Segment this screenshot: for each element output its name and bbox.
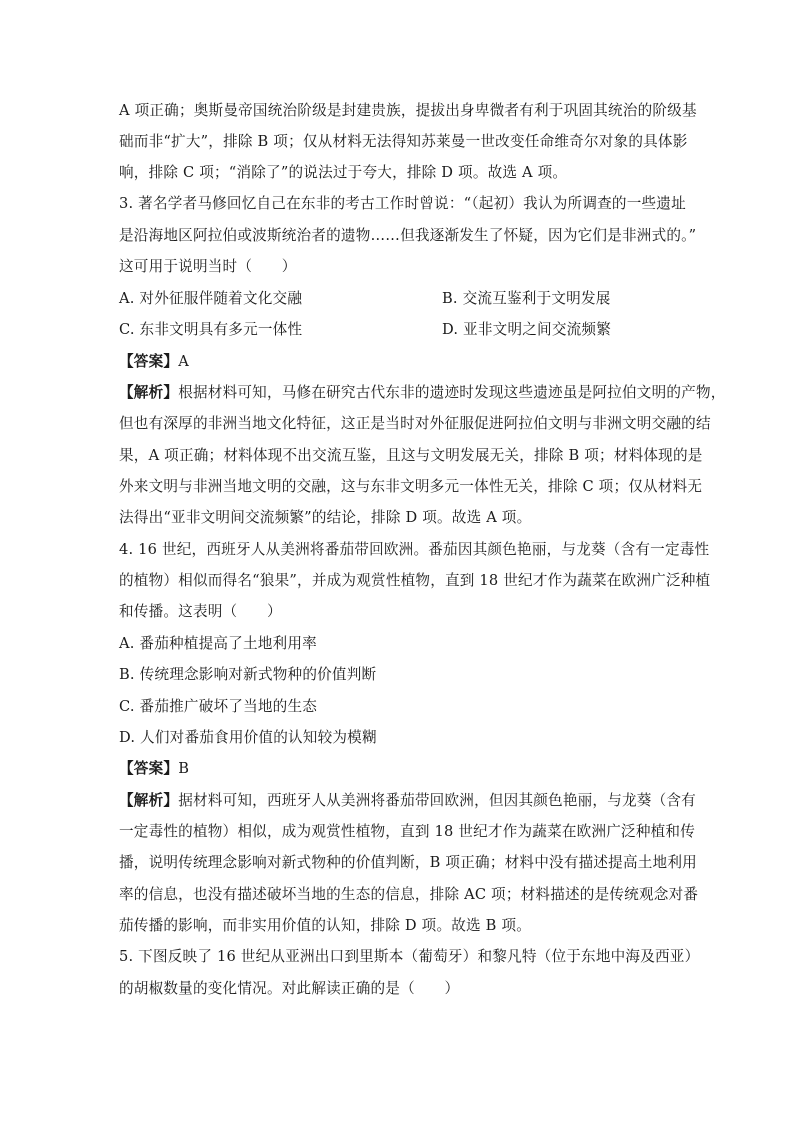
answer-value: A — [178, 353, 189, 370]
analysis-text: 据材料可知，西班牙人从美洲将番茄带回欧洲，但因其颜色艳丽，与龙葵（含有 — [178, 792, 696, 809]
q4-analysis-line: 茄传播的影响，而非实用价值的认知，排除 D 项。故选 B 项。 — [119, 917, 532, 934]
q3-analysis-line: 果，A 项正确；材料体现不出交流互鉴，且这与文明发展无关，排除 B 项；材料体现的是 — [119, 447, 703, 464]
analysis-label: 【解析】 — [119, 792, 179, 809]
q4-analysis-line: 播，说明传统理念影响对新式物种的价值判断，B 项正确；材料中没有描述提高土地利用 — [119, 854, 697, 871]
q4-answer — [119, 759, 189, 779]
q3-option-b: B. 交流互鉴利于文明发展 — [442, 290, 611, 307]
text-line: A 项正确；奥斯曼帝国统治阶级是封建贵族，提拔出身卑微者有利于巩固其统治的阶级基 — [119, 102, 697, 119]
q4-option-a: A. 番茄种植提高了土地利用率 — [119, 635, 317, 652]
q4-stem-line: 和传播。这表明（ ） — [119, 603, 282, 620]
analysis-text: 根据材料可知，马修在研究古代东非的遗迹时发现这些遗迹虽是阿拉伯文明的产物， — [178, 384, 726, 401]
q4-stem-line: 4. 16 世纪，西班牙人从美洲将番茄带回欧洲。番茄因其颜色艳丽，与龙葵（含有一定毒性 — [119, 541, 710, 558]
q3-option-a: A. 对外征服伴随着文化交融 — [119, 290, 303, 307]
q4-stem-line: 的植物）相似而得名“狼果”，并成为观赏性植物，直到 18 世纪才作为蔬菜在欧洲广泛种植 — [119, 572, 711, 589]
q3-analysis-line: 法得出“亚非文明间交流频繁”的结论，排除 D 项。故选 A 项。 — [119, 509, 532, 526]
text-line: 础而非“扩大”，排除 B 项；仅从材料无法得知苏莱曼一世改变任命维奇尔对象的具体影 — [119, 133, 688, 150]
q3-stem-line: 这可用于说明当时（ ） — [119, 258, 297, 275]
q3-option-c: C. 东非文明具有多元一体性 — [119, 321, 303, 338]
q4-analysis-line — [119, 791, 696, 811]
q3-analysis-line: 但也有深厚的非洲当地文化特征，这正是当时对外征服促进阿拉伯文明与非洲文明交融的结 — [119, 415, 711, 432]
q5-stem-line: 5. 下图反映了 16 世纪从亚洲出口到里斯本（葡萄牙）和黎凡特（位于东地中海及西亚） — [119, 948, 700, 965]
q3-analysis-line: 外来文明与非洲当地文明的交融，这与东非文明多元一体性无关，排除 C 项；仅从材料无 — [119, 478, 703, 495]
q4-analysis-line: 率的信息，也没有描述破坏当地的生态的信息，排除 AC 项；材料描述的是传统观念对番 — [119, 886, 699, 903]
answer-value: B — [178, 760, 190, 777]
q3-answer — [119, 352, 189, 372]
q5-stem-line: 的胡椒数量的变化情况。对此解读正确的是（ ） — [119, 980, 460, 997]
q4-analysis-line: 一定毒性的植物）相似，成为观赏性植物，直到 18 世纪才作为蔬菜在欧洲广泛种植和传 — [119, 823, 696, 840]
text-line: 响，排除 C 项；“消除了”的说法过于夸大，排除 D 项。故选 A 项。 — [119, 164, 568, 181]
q4-option-d: D. 人们对番茄食用价值的认知较为模糊 — [119, 729, 377, 746]
q4-option-b: B. 传统理念影响对新式物种的价值判断 — [119, 666, 377, 683]
analysis-label: 【解析】 — [119, 384, 179, 401]
q4-option-c: C. 番茄推广破坏了当地的生态 — [119, 698, 318, 715]
q3-stem-line: 3. 著名学者马修回忆自己在东非的考古工作时曾说：“（起初）我认为所调查的一些遗址 — [119, 195, 686, 212]
answer-label: 【答案】 — [119, 760, 179, 777]
q3-stem-line: 是沿海地区阿拉伯或波斯统治者的遗物……但我逐渐发生了怀疑，因为它们是非洲式的。” — [119, 227, 697, 244]
answer-label: 【答案】 — [119, 353, 179, 370]
q3-option-d: D. 亚非文明之间交流频繁 — [442, 321, 611, 338]
q3-analysis-line — [119, 383, 726, 403]
